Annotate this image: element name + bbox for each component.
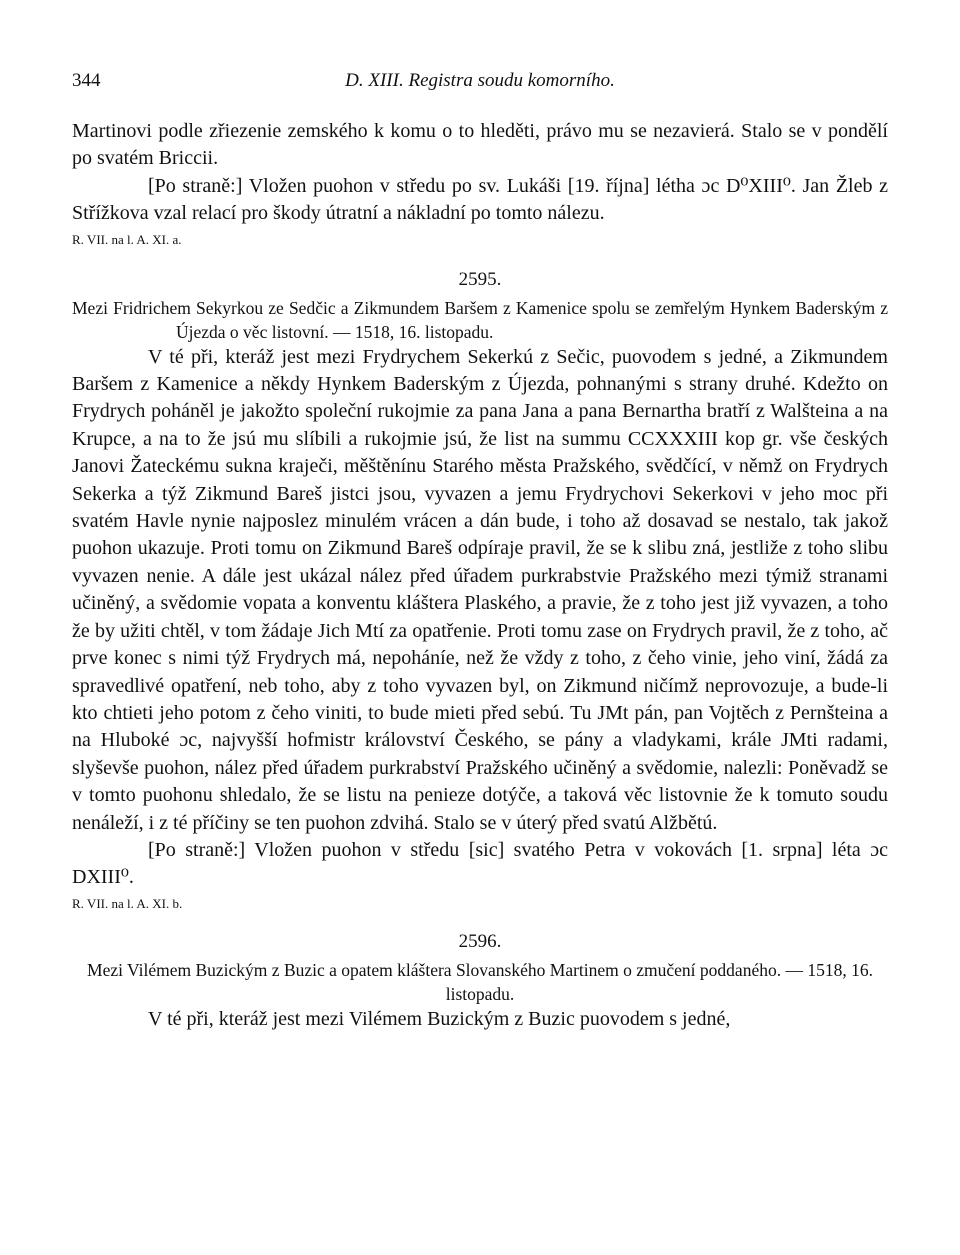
entry-text-2596: V té při, kteráž jest mezi Vilémem Buzickým z Buzic puovodem s jedné, (148, 1007, 731, 1030)
prev-entry-reference: R. VII. na l. A. XI. a. (72, 231, 182, 247)
page-header (72, 70, 888, 100)
entry-number-2596: 2596. (458, 930, 502, 952)
entry-summary-2596: Mezi Vilémem Buzickým z Buzic a opatem kláštera Slovanského Martinem o zmučení poddaného. — 1518, 16. listopadu. (87, 959, 873, 1004)
running-title: D. XIII. Registra soudu komorního. (345, 70, 615, 91)
prev-entry-note: [Po straně:] Vložen puohon v středu po sv. Lukáši [19. října] létha ɔc D⁰XIII⁰. Jan Žleb z Střížkova vzal relací pro škody útratní a nákladní po tomto nálezu. (72, 174, 888, 225)
entry-reference-2595: R. VII. na l. A. XI. b. (72, 895, 183, 911)
entry-summary-2595: Mezi Fridrichem Sekyrkou ze Sedčic a Zikmundem Baršem z Kamenice spolu se zemřelým Hynkem Baderským z Újezda o věc listovní. — 1518, 16. listopadu. (72, 297, 888, 342)
prev-entry-text: Martinovi podle zřiezenie zemského k komu o to hleděti, právo mu se nezavierá. Stalo se v pondělí po svatém Briccii. (72, 120, 888, 170)
page-number: 344 (72, 70, 101, 91)
entry-number-2595: 2595. (458, 268, 502, 290)
entry-note-2595: [Po straně:] Vložen puohon v středu [sic] svatého Petra v vokovách [1. srpna] léta ɔc DXIII⁰. (72, 838, 888, 889)
page-body (72, 118, 888, 1033)
entry-text-2595: V té při, kteráž jest mezi Frydrychem Sekerkú z Sečic, puovodem s jedné, a Zikmundem Baršem z Kamenice a někdy Hynkem Baderským z Újezda, pohnanými s strany druhé. Kdežto on Frydrych poháněl je jakožto společní rukojmie za pana Jana a pana Bernartha bratří z Walšteina a na Krupce, a na to že jsú mu slíbili a rukojmie jsú, že list na summu CCXXXIII kop gr. vše českých Janovi Žateckému sukna kraječi, měštěnínu Starého města Pražského, svědčící, v němž on Frydrych Sekerka a týž Zikmund Bareš jistci jsou, vyvazen a jemu Frydrychovi Sekerkovi v jeho moc při svatém Havle nynie najposlez minulém vrácen a dán bude, i toho až dosavad se nestalo, tak jakož puohon ukazuje. Proti tomu on Zikmund Bareš odpíraje pravil, že se k slibu zná, jestliže z toho slibu vyvazen nenie. A dále jest ukázal nález před úřadem purkrabstvie Pražského mezi týmiž stranami učiněný, a svědomie vopata a konventu kláštera Plaského, a pravie, že z toho jest již vyvazen, a toho že by užiti chtěl, v tom žádaje Jich Mtí za opatřenie. Proti tomu zase on Frydrych pravil, že z toho, ač prve konec s nimi týž Frydrych má, nepoháníe, než že vždy z toho, z čeho vinie, jeho viní, žádá za spravedlivé opatření, neb toho, aby z toho vyvazen byl, on Zikmund ničímž neprovozuje, a bude-li kto chtieti jeho potom z čeho viniti, to bude mieti před sebú. Tu JMt pán, pan Vojtěch z Pernšteina a na Hluboké ɔc, najvyšší hofmistr království Českého, se pány a vladykami, krále JMti radami, slyševše puohon, nález před úřadem purkrabství Pražského učiněný a svědomie, nalezli: Poněvadž se v tomto puohonu shledalo, že se listu na penieze dotýče, a taková věc listovnie že k tomuto soudu nenáleží, i z té příčiny se ten puohon zdvihá. Stalo se v úterý před svatú Alžbětú. (72, 345, 888, 834)
